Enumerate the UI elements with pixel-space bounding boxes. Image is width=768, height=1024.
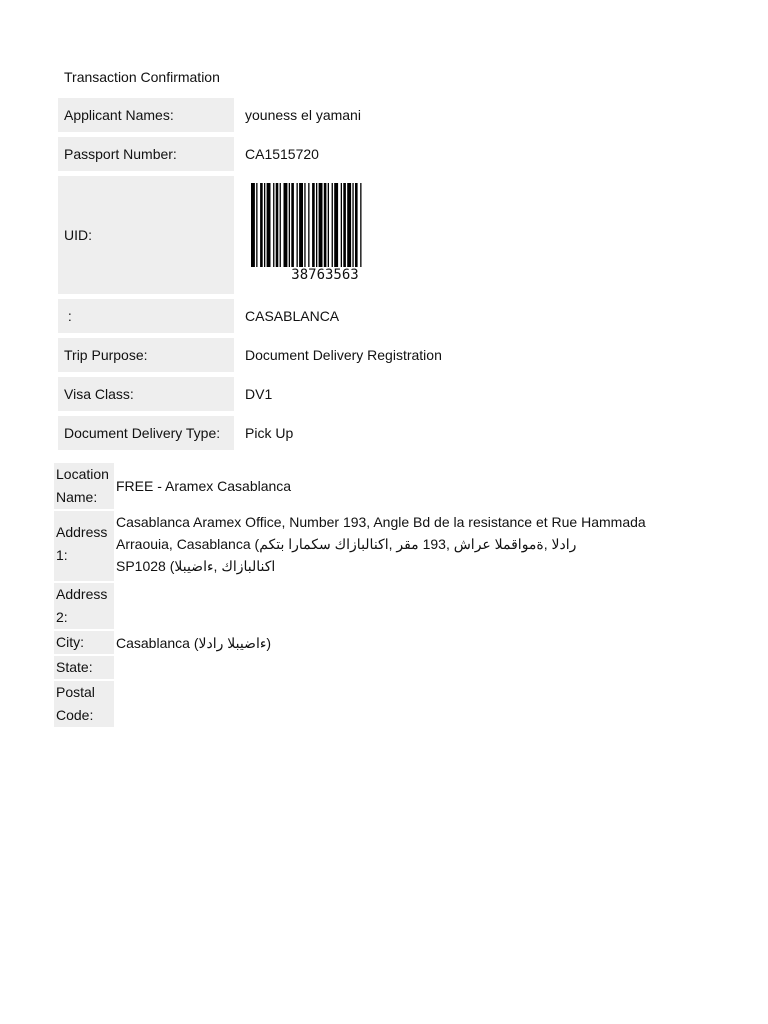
barcode-bar: [343, 183, 346, 267]
trip-purpose-value: Document Delivery Registration: [245, 346, 442, 363]
state-row: [54, 656, 714, 679]
post-row: [58, 299, 478, 333]
passport-label: Passport Number:: [58, 137, 234, 171]
visa-class-value: DV1: [245, 385, 273, 402]
barcode-bar: [332, 183, 333, 267]
applicant-row: [58, 98, 478, 132]
barcode-bar: [355, 183, 358, 267]
barcode-bar: [360, 183, 361, 267]
delivery-type-row: [58, 416, 478, 450]
barcode-bar: [267, 183, 271, 267]
state-label: State:: [54, 656, 114, 679]
address2-value: [114, 583, 714, 629]
barcode: [245, 183, 405, 287]
location-name-row: [54, 463, 714, 509]
barcode-bar: [280, 183, 281, 267]
barcode-bar: [264, 183, 265, 267]
address2-label-line1: Address: [56, 586, 108, 602]
barcode-bar: [328, 183, 329, 267]
barcode-bar: [291, 183, 294, 267]
location-table: [54, 463, 714, 729]
barcode-bar: [308, 183, 309, 267]
applicant-details-table: [58, 98, 478, 455]
barcode-bar: [273, 183, 274, 267]
location-name-label-line2: Name:: [56, 489, 98, 505]
barcode-bar: [312, 183, 315, 267]
page-title: Transaction Confirmation: [64, 69, 220, 85]
address1-line2: Arraouia, Casablanca (رادلا ,ةمواقملا عراش ,193 مقر ,اكنالبازاك سكمارا بتكم: [116, 536, 577, 552]
postal-row: [54, 681, 714, 727]
postal-value: [114, 681, 714, 727]
address1-label: [54, 511, 114, 581]
barcode-bar: [352, 183, 353, 267]
delivery-type-label: Document Delivery Type:: [58, 416, 234, 450]
barcode-number: 38763563: [291, 267, 359, 283]
location-name-label: [54, 463, 114, 509]
passport-row: [58, 137, 478, 171]
postal-label: [54, 681, 114, 727]
city-row: [54, 631, 714, 654]
city-label: City:: [54, 631, 114, 654]
address1-value: [114, 511, 714, 581]
city-value: Casablanca (ءاضيبلا رادلا): [116, 634, 272, 651]
postal-label-line1: Postal: [56, 684, 95, 700]
barcode-bars: [251, 183, 403, 267]
address1-line3: SP1028 (اكنالبازاك ,ءاضيبلا: [116, 558, 276, 574]
address1-label-line2: 1:: [56, 547, 68, 563]
barcode-bar: [324, 183, 327, 267]
address1-line1: Casablanca Aramex Office, Number 193, Angle Bd de la resistance et Rue Hammada: [116, 514, 646, 530]
barcode-bar: [341, 183, 342, 267]
post-value: CASABLANCA: [245, 307, 340, 324]
barcode-bar: [347, 183, 351, 267]
postal-label-line2: Code:: [56, 707, 94, 723]
delivery-type-value: Pick Up: [245, 424, 294, 441]
barcode-bar: [251, 183, 255, 267]
location-name-value: FREE - Aramex Casablanca: [116, 478, 292, 494]
barcode-bar: [334, 183, 338, 267]
barcode-bar: [319, 183, 323, 267]
address2-row: [54, 583, 714, 629]
barcode-bar: [304, 183, 305, 267]
post-label: :: [58, 299, 234, 333]
trip-purpose-label: Trip Purpose:: [58, 338, 234, 372]
address1-label-line1: Address: [56, 524, 108, 540]
passport-value: CA1515720: [245, 145, 319, 162]
visa-class-row: [58, 377, 478, 411]
barcode-bar: [289, 183, 290, 267]
uid-row: [58, 176, 478, 294]
applicant-value: youness el yamani: [245, 106, 361, 123]
address2-label-line2: 2:: [56, 609, 68, 625]
uid-value: [239, 176, 478, 294]
barcode-bar: [284, 183, 288, 267]
barcode-bar: [316, 183, 317, 267]
barcode-bar: [297, 183, 298, 267]
location-name-label-line1: Location: [56, 466, 109, 482]
barcode-bar: [260, 183, 263, 267]
uid-label: UID:: [58, 176, 234, 294]
barcode-bar: [276, 183, 279, 267]
barcode-bar: [256, 183, 257, 267]
barcode-bar: [299, 183, 303, 267]
applicant-label: Applicant Names:: [58, 98, 234, 132]
state-value: [114, 656, 714, 679]
address1-row: [54, 511, 714, 581]
trip-purpose-row: [58, 338, 478, 372]
visa-class-label: Visa Class:: [58, 377, 234, 411]
address2-label: [54, 583, 114, 629]
